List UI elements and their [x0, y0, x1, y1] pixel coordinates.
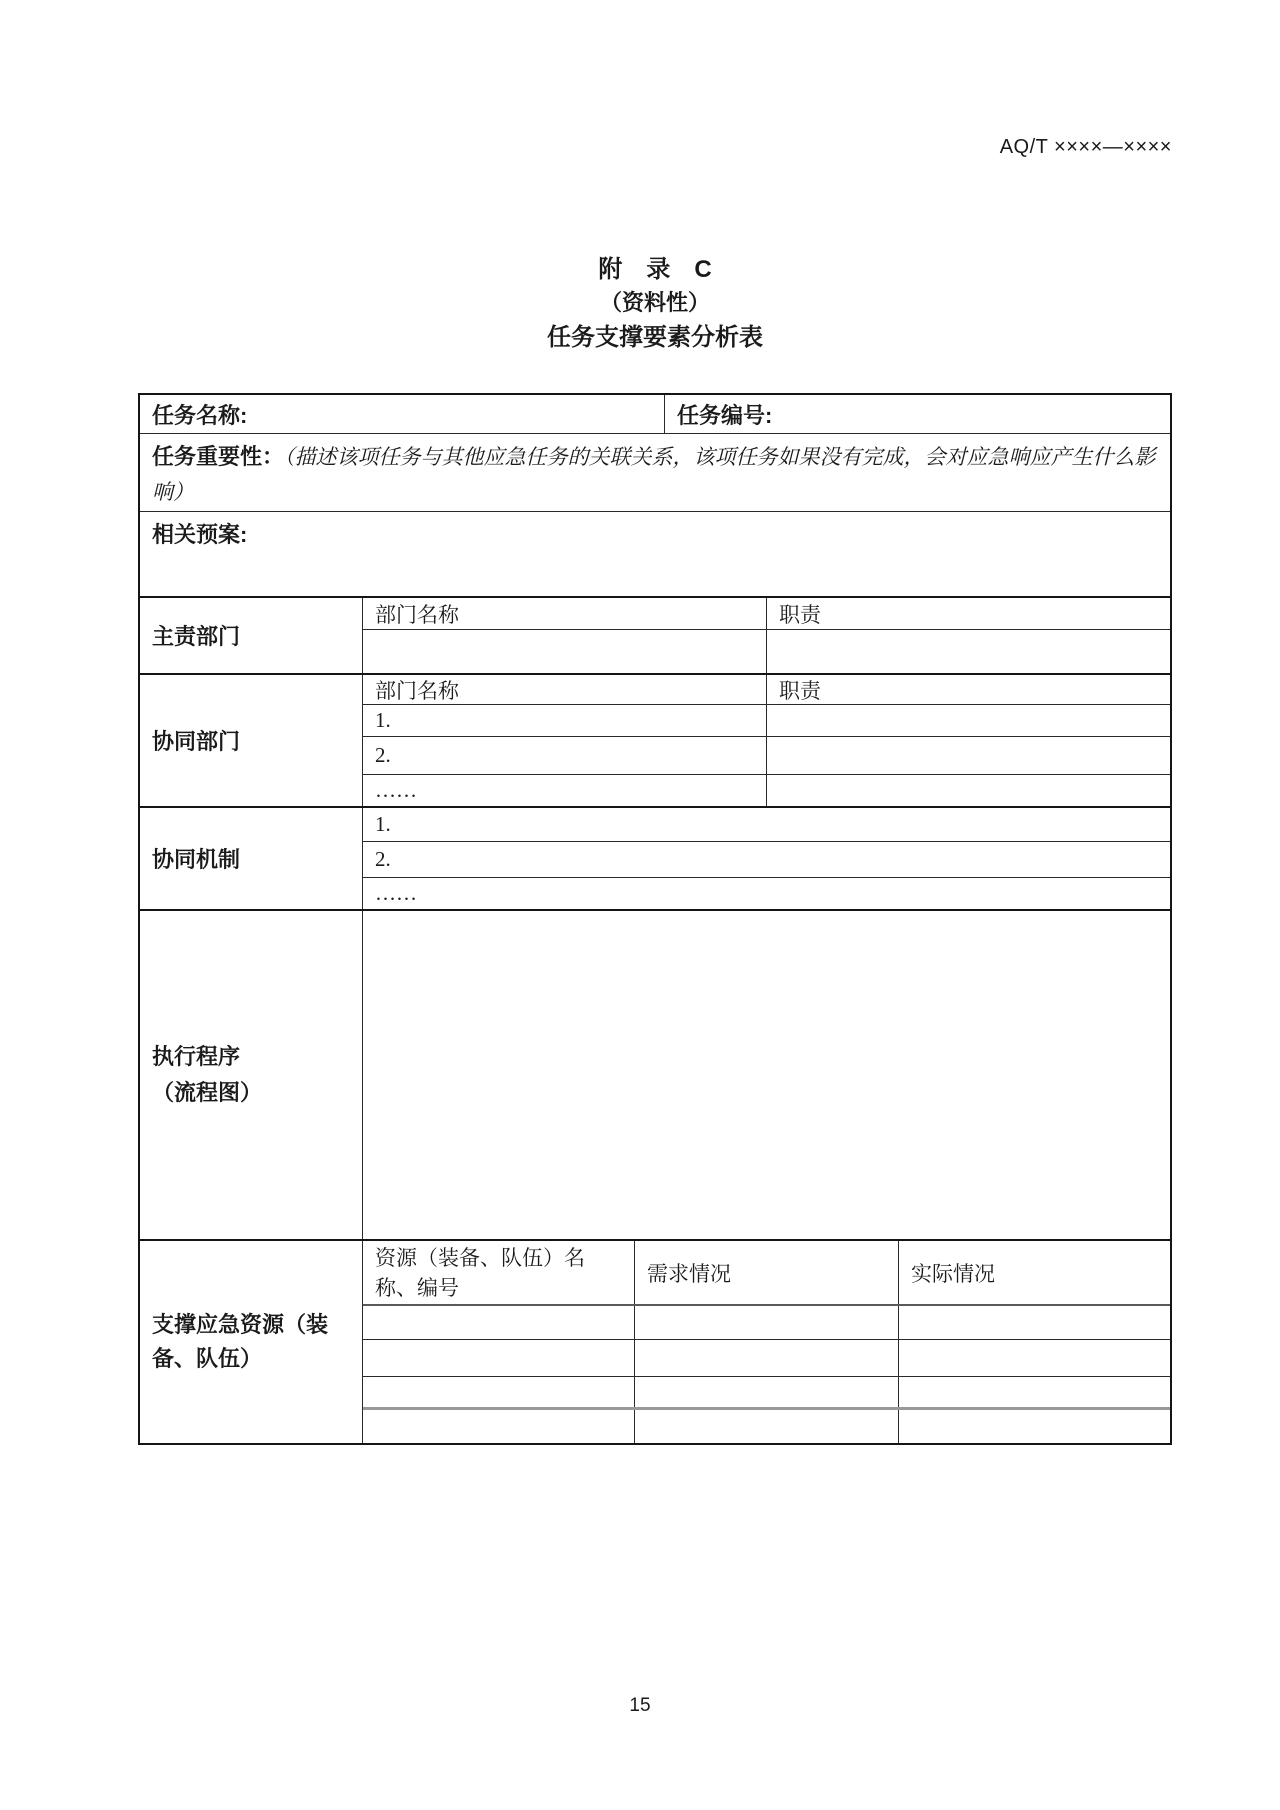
duty-input-cell: [767, 775, 1170, 806]
coord-mechanism-label: 协同机制: [152, 847, 241, 872]
duty-input-cell: [767, 737, 1170, 774]
row-index: 2.: [375, 847, 391, 871]
lead-dept-label-cell: [140, 598, 363, 673]
row-index: 1.: [375, 708, 391, 732]
resources-empty-row: [363, 1339, 1170, 1376]
procedure-label-line1: 执行程序: [152, 1044, 241, 1069]
resource-name-input-cell: [363, 1306, 635, 1339]
task-importance-cell: [140, 433, 1170, 511]
coord-mechanism-row-2: [363, 841, 1170, 877]
resources-empty-row: [363, 1376, 1170, 1407]
actual-input-cell: [899, 1377, 1170, 1407]
resource-name-header-cell: [363, 1241, 635, 1304]
row-index-cell: [363, 737, 767, 774]
coord-dept-content: [363, 675, 1170, 806]
resources-content: [363, 1241, 1170, 1443]
duty-header: 职责: [779, 678, 821, 703]
resources-empty-row: [363, 1306, 1170, 1339]
actual-input-cell: [899, 1340, 1170, 1376]
demand-input-cell: [635, 1410, 899, 1443]
coord-mechanism-section: [140, 806, 1170, 909]
row-index-cell: [363, 775, 767, 806]
task-name-label: 任务名称:: [152, 402, 248, 428]
actual-header: 实际情况: [911, 1261, 995, 1286]
resource-name-header: 资源（装备、队伍）名称、编号: [375, 1245, 585, 1300]
procedure-flowchart-area: [363, 911, 1170, 1239]
resources-section: [140, 1239, 1170, 1443]
related-plan-cell: [140, 511, 1170, 596]
row-index-cell: [363, 705, 767, 736]
dept-name-input-cell: [363, 630, 767, 673]
appendix-type-note: （资料性）: [599, 290, 710, 315]
lead-dept-label: 主责部门: [152, 624, 241, 649]
task-importance-note: （描述该项任务与其他应急任务的关联关系，该项任务如果没有完成，会对应急响应产生什么影响）: [152, 445, 1156, 504]
related-plan-label: 相关预案:: [152, 522, 248, 547]
coord-dept-section: [140, 673, 1170, 806]
duty-header-cell: [767, 598, 1170, 629]
resources-label: 支撑应急资源（装备、队伍）: [152, 1312, 329, 1371]
analysis-table: [138, 393, 1172, 1445]
resource-name-input-cell: [363, 1410, 635, 1443]
row-index: 1.: [375, 812, 391, 836]
row-index: 2.: [375, 743, 391, 767]
actual-input-cell: [899, 1306, 1170, 1339]
duty-header-cell: [767, 675, 1170, 704]
table-title: 任务支撑要素分析表: [547, 324, 763, 351]
demand-input-cell: [635, 1377, 899, 1407]
page-number: 15: [629, 1695, 651, 1716]
coord-dept-row-1: [363, 704, 1170, 736]
standard-number: AQ/T ××××—××××: [999, 136, 1172, 158]
procedure-section: [140, 909, 1170, 1239]
duty-input-cell: [767, 630, 1170, 673]
demand-header: 需求情况: [647, 1261, 731, 1286]
lead-dept-content: [363, 598, 1170, 673]
task-importance-label: 任务重要性：: [152, 444, 285, 469]
coord-mechanism-content: [363, 808, 1170, 909]
task-id-label: 任务编号:: [677, 402, 773, 428]
actual-header-cell: [899, 1241, 1170, 1304]
dept-name-header-cell: [363, 598, 767, 629]
resource-name-input-cell: [363, 1377, 635, 1407]
duty-input-cell: [767, 705, 1170, 736]
appendix-heading: 附 录 C: [598, 256, 712, 283]
coord-dept-header-row: [363, 675, 1170, 704]
dept-name-header: 部门名称: [375, 602, 459, 627]
task-header-row: [140, 395, 1170, 433]
demand-input-cell: [635, 1306, 899, 1339]
resources-label-cell: [140, 1241, 363, 1443]
coord-mechanism-row-more: [363, 877, 1170, 909]
coord-dept-label-cell: [140, 675, 363, 806]
task-id-cell: [665, 395, 1170, 433]
coord-dept-label: 协同部门: [152, 729, 241, 754]
duty-header: 职责: [779, 602, 821, 627]
coord-mechanism-label-cell: [140, 808, 363, 909]
coord-mechanism-row-1: [363, 808, 1170, 841]
resources-header-row: [363, 1241, 1170, 1306]
row-index: ……: [375, 778, 417, 802]
dept-name-header-cell: [363, 675, 767, 704]
procedure-label-cell: [140, 911, 363, 1239]
resource-name-input-cell: [363, 1340, 635, 1376]
dept-name-header: 部门名称: [375, 678, 459, 703]
demand-input-cell: [635, 1340, 899, 1376]
demand-header-cell: [635, 1241, 899, 1304]
actual-input-cell: [899, 1410, 1170, 1443]
row-index: ……: [375, 881, 417, 905]
lead-dept-header-row: [363, 598, 1170, 629]
coord-dept-row-more: [363, 774, 1170, 806]
coord-dept-row-2: [363, 736, 1170, 774]
task-name-cell: [140, 395, 665, 433]
lead-dept-section: [140, 596, 1170, 673]
lead-dept-empty-row: [363, 629, 1170, 673]
resources-empty-row: [363, 1407, 1170, 1443]
procedure-label-line2: （流程图）: [152, 1080, 263, 1105]
appendix-title-block: [138, 254, 1172, 356]
